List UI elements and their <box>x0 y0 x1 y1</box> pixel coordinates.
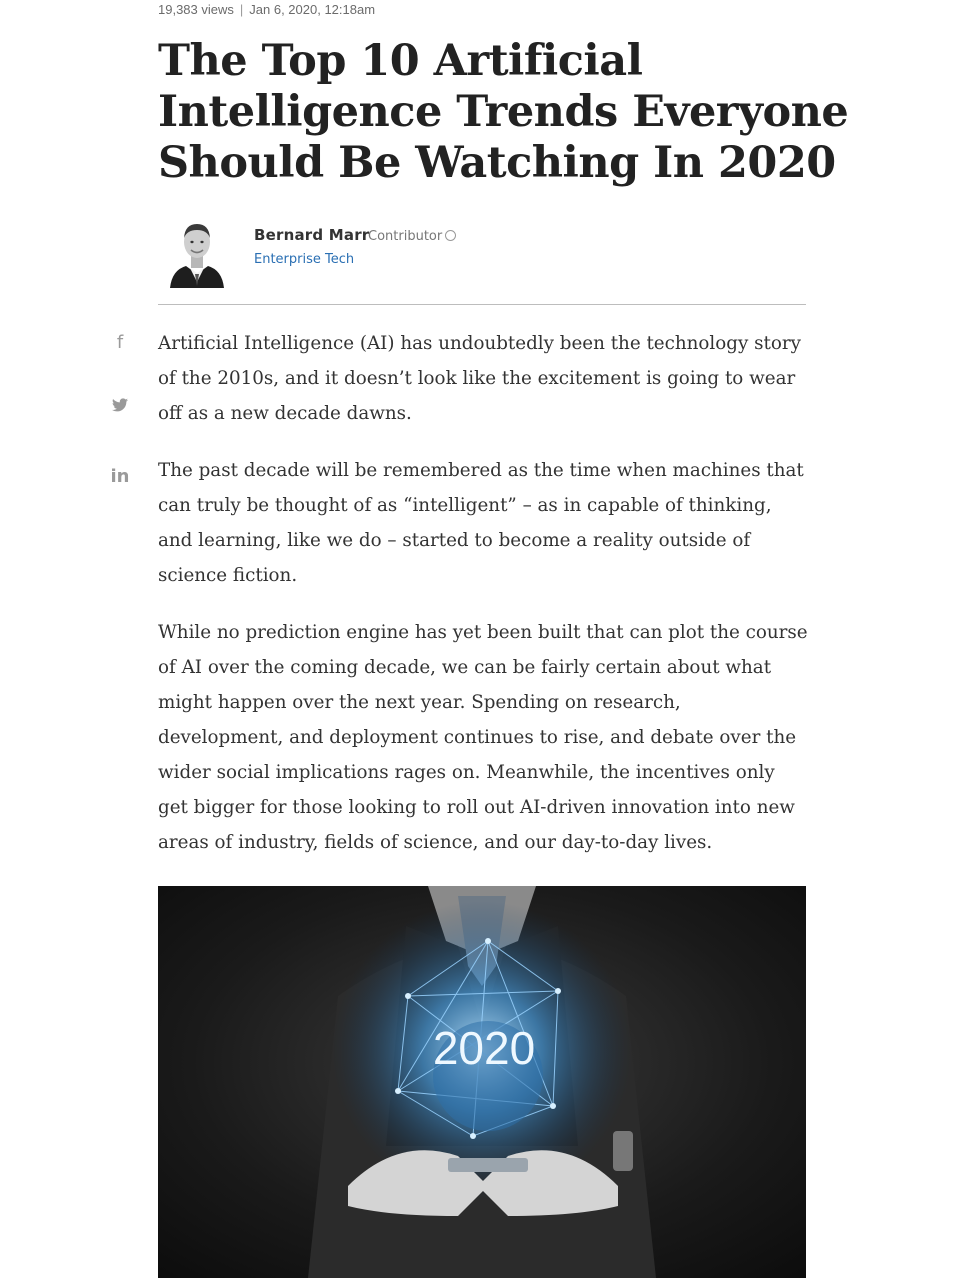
hero-year-text: 2020 <box>432 1022 536 1074</box>
text-line: off as a new decade dawns. <box>158 403 412 424</box>
author-block <box>158 212 806 292</box>
text-line: might happen over the next year. Spending on research, <box>158 692 681 713</box>
paragraph <box>158 615 818 860</box>
text-line: The past decade will be remembered as the time when machines that <box>158 460 804 481</box>
author-name[interactable]: Bernard Marr <box>254 226 370 244</box>
text-line: wider social implications rages on. Meanwhile, the incentives only <box>158 762 775 783</box>
text-line: development, and deployment continues to rise, and debate over the <box>158 727 797 748</box>
linkedin-icon[interactable]: in <box>110 466 130 487</box>
paragraph <box>158 326 818 431</box>
title-line: Should Be Watching In 2020 <box>158 138 836 188</box>
twitter-icon[interactable] <box>106 398 134 417</box>
header-divider <box>158 304 806 305</box>
text-line: and learning, like we do – started to become a reality outside of <box>158 530 751 551</box>
text-line: Artificial Intelligence (AI) has undoubtedly been the technology story <box>158 333 801 354</box>
article-meta <box>158 2 375 17</box>
channel-link[interactable]: Enterprise Tech <box>254 252 355 267</box>
info-icon[interactable] <box>445 230 456 241</box>
author-role-label: Contributor <box>368 229 443 244</box>
article-title <box>158 36 849 189</box>
text-line: While no prediction engine has yet been built that can plot the course <box>158 622 808 643</box>
text-line: of AI over the coming decade, we can be fairly certain about what <box>158 657 772 678</box>
view-count: 19,383 views <box>158 2 234 17</box>
paragraph <box>158 453 818 593</box>
meta-separator: | <box>239 2 244 17</box>
hero-image <box>158 886 806 1278</box>
text-line: can truly be thought of as “intelligent” – as in capable of thinking, <box>158 495 772 516</box>
text-line: get bigger for those looking to roll out AI-driven innovation into new <box>158 797 795 818</box>
title-line: The Top 10 Artificial <box>158 36 643 86</box>
title-line: Intelligence Trends Everyone <box>158 87 849 137</box>
article-body <box>158 326 818 882</box>
publish-date: Jan 6, 2020, 12:18am <box>249 2 376 17</box>
author-avatar[interactable] <box>166 212 228 288</box>
text-line: areas of industry, fields of science, and our day-to-day lives. <box>158 832 713 853</box>
author-role <box>368 229 456 244</box>
text-line: of the 2010s, and it doesn’t look like the excitement is going to wear <box>158 368 796 389</box>
text-line: science fiction. <box>158 565 298 586</box>
facebook-icon[interactable]: f <box>116 332 124 353</box>
